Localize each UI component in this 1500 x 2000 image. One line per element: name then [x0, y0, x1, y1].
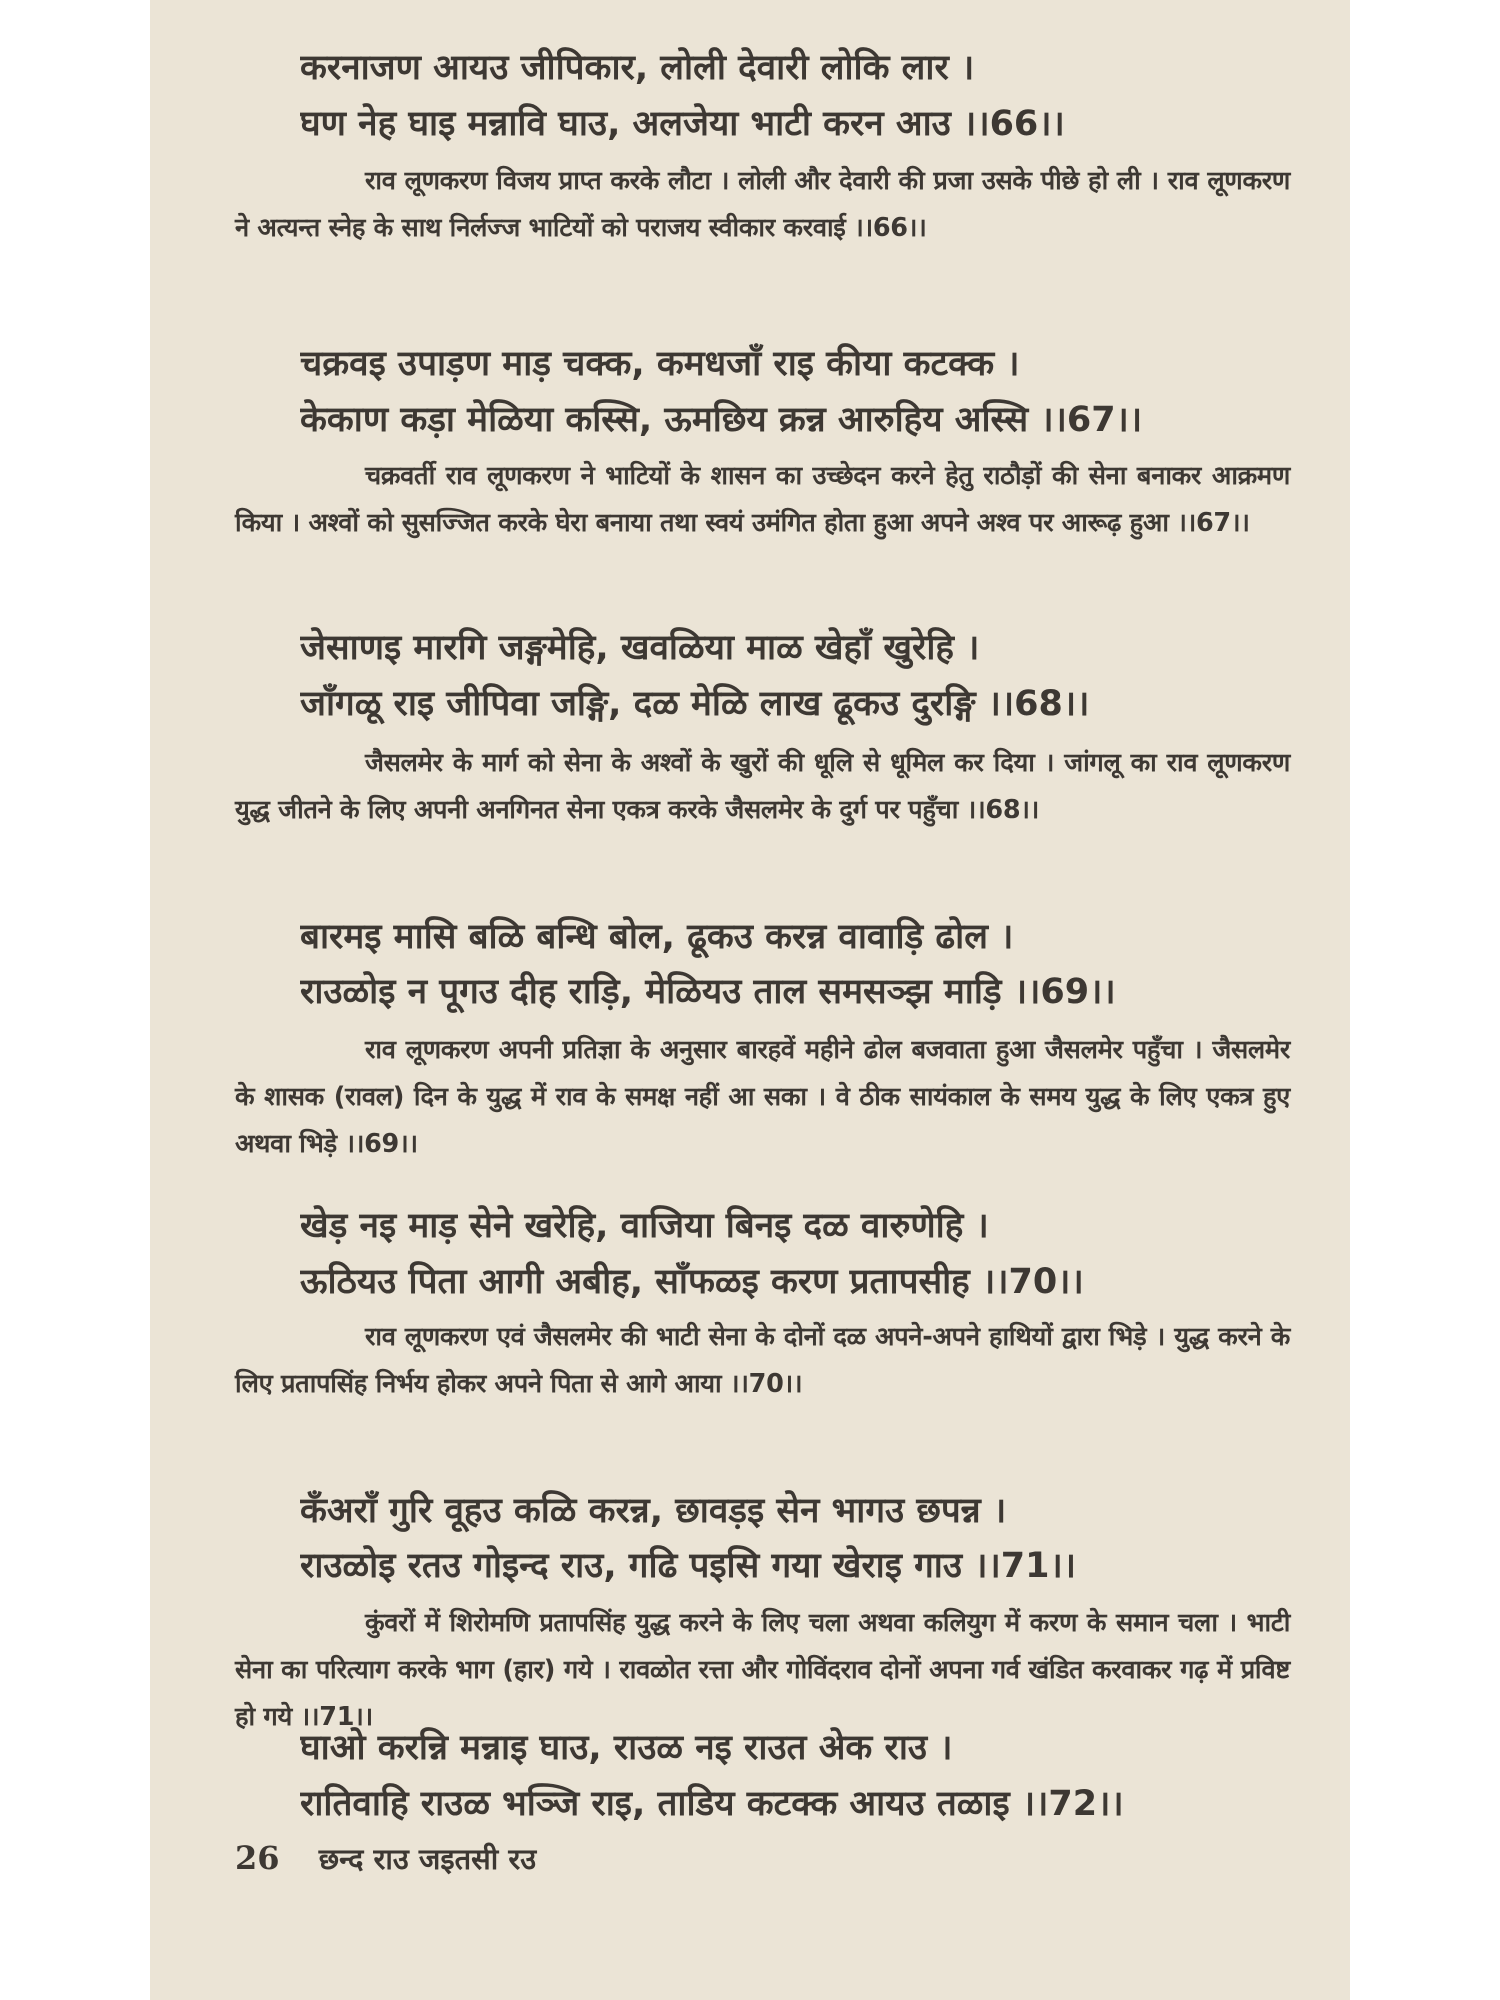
verse-line: घाओ करन्नि मन्नाइ घाउ, राउळ नइ राउत अेक राउ ।	[300, 1728, 953, 1768]
verse-line: केकाण कड़ा मेळिया कस्सि, ऊमछिय क्रन्न आरुहिय अस्सि ।।67।।	[300, 400, 1143, 440]
translation-paragraph: राव लूणकरण एवं जैसलमेर की भाटी सेना के दोनों दळ अपने-अपने हाथियों द्वारा भिड़े । युद्ध करने के लिए प्रतापसिंह निर्भय होकर अपने पिता से आगे आया ।।70।।	[235, 1322, 1290, 1399]
verse-line: राउळोइ रतउ गोइन्द राउ, गढि पइसि गया खेराइ गाउ ।।71।।	[300, 1546, 1076, 1586]
verse-line: बारमइ मासि बळि बन्धि बोल, ढूकउ करन्न वावाड़ि ढोल ।	[300, 917, 1014, 957]
translation-paragraph: चक्रवर्ती राव लूणकरण ने भाटियों के शासन का उच्छेदन करने हेतु राठौड़ों की सेना बनाकर आक्रमण किया । अश्वों को सुसज्जित करके घेरा बनाया तथा स्वयं उमंगित होता हुआ अपने अश्व पर आरूढ़ हुआ ।।67।।	[235, 461, 1290, 538]
verse-line: ऊठियउ पिता आगी अबीह, साँफळइ करण प्रतापसीह ।।70।।	[300, 1262, 1084, 1302]
verse-line: करनाजण आयउ जीपिकार, लोली देवारी लोकि लार ।	[300, 48, 975, 88]
verse-line: घण नेह घाइ मन्नावि घाउ, अलजेया भाटी करन आउ ।।66।।	[300, 104, 1065, 144]
translation-paragraph: राव लूणकरण अपनी प्रतिज्ञा के अनुसार बारहवें महीने ढोल बजवाता हुआ जैसलमेर पहुँचा । जैसलमेर के शासक (रावल) दिन के युद्ध में राव के समक्ष नहीं आ सका । वे ठीक सायंकाल के समय युद्ध के लिए एकत्र हुए अथवा भिड़े ।।69।।	[235, 1035, 1290, 1159]
page-footer	[235, 1838, 536, 1879]
translation-paragraph: जैसलमेर के मार्ग को सेना के अश्वों के खुरों की धूलि से धूमिल कर दिया । जांगलू का राव लूणकरण युद्ध जीतने के लिए अपनी अनगिनत सेना एकत्र करके जैसलमेर के दुर्ग पर पहुँचा ।।68।।	[235, 748, 1290, 825]
translation-paragraph: कुंवरों में शिरोमणि प्रतापसिंह युद्ध करने के लिए चला अथवा कलियुग में करण के समान चला । भाटी सेना का परित्याग करके भाग (हार) गये । रावळोत रत्ता और गोविंदराव दोनों अपना गर्व खंडित करवाकर गढ़ में प्रविष्ट हो गये ।।71।।	[235, 1608, 1290, 1732]
verse-line: रातिवाहि राउळ भञ्जि राइ, ताडिय कटक्क आयउ तळाइ ।।72।।	[300, 1784, 1124, 1824]
verse-line: खेड़ नइ माड़ सेने खरेहि, वाजिया बिनइ दळ वारुणेहि ।	[300, 1206, 989, 1246]
verse-line: जेसाणइ मारगि जङ्गमेहि, खवळिया माळ खेहाँ खुरेहि ।	[300, 628, 980, 668]
verse-line: चक्रवइ उपाड़ण माड़ चक्क, कमधजाँ राइ कीया कटक्क ।	[300, 344, 1020, 384]
page-number: 26	[235, 1839, 280, 1877]
book-title: छन्द राउ जइतसी रउ	[318, 1842, 537, 1876]
translation-paragraph: राव लूणकरण विजय प्राप्त करके लौटा । लोली और देवारी की प्रजा उसके पीछे हो ली । राव लूणकरण ने अत्यन्त स्नेह के साथ निर्लज्ज भाटियों को पराजय स्वीकार करवाई ।।66।।	[235, 166, 1290, 243]
book-page	[150, 0, 1350, 2000]
verse-line: जाँगळू राइ जीपिवा जङ्गि, दळ मेळि लाख ढूकउ दुरङ्गि ।।68।।	[300, 684, 1090, 724]
verse-line: कँअराँ गुरि वूहउ कळि करन्न, छावड़इ सेन भागउ छपन्न ।	[300, 1491, 1007, 1531]
verse-line: राउळोइ न पूगउ दीह राड़ि, मेळियउ ताल समसञ्झ माड़ि ।।69।।	[300, 972, 1116, 1012]
